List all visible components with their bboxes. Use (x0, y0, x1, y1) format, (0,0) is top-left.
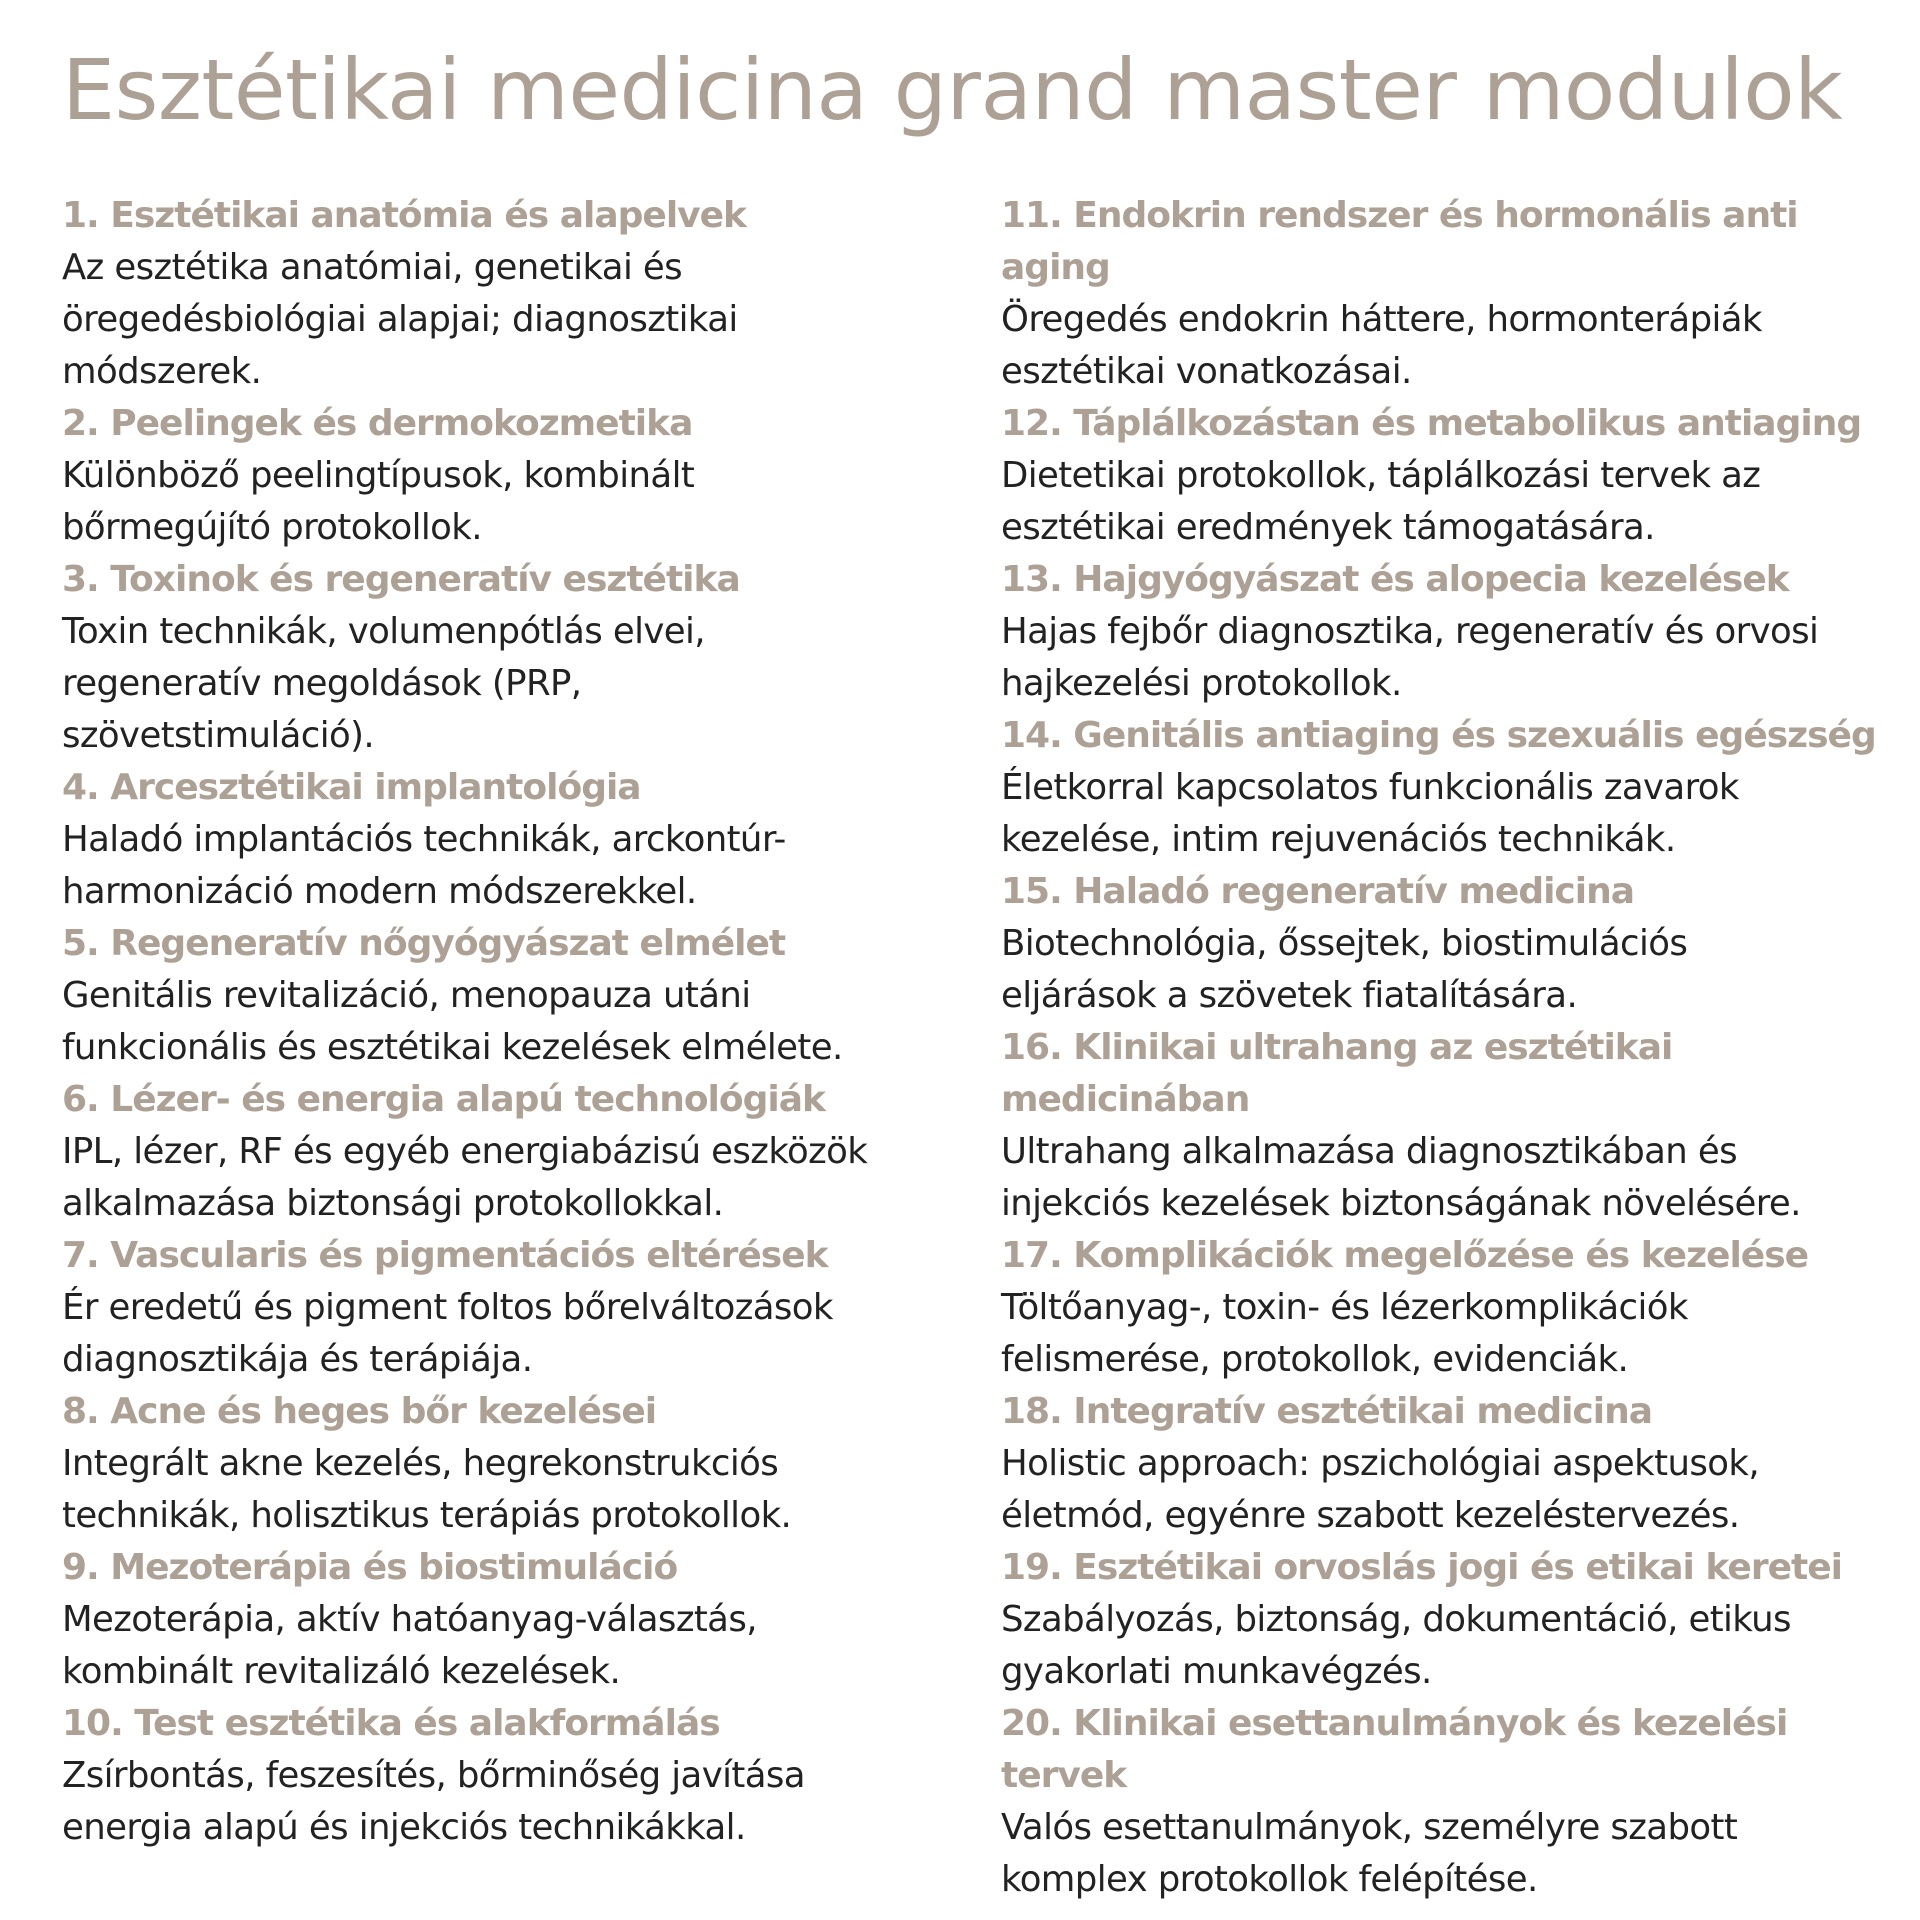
module-item (62, 1698, 932, 1854)
module-description-line: szövetstimuláció). (62, 715, 375, 756)
module-item (1001, 710, 1901, 866)
module-heading: 5. Regeneratív nőgyógyászat elmélet (62, 923, 786, 964)
module-description-line: Ér eredetű és pigment foltos bőrelváltozások (62, 1287, 833, 1328)
module-description-line: öregedésbiológiai alapjai; diagnosztikai (62, 299, 738, 340)
module-heading: 4. Arcesztétikai implantológia (62, 767, 641, 808)
module-description-line: Genitális revitalizáció, menopauza utáni (62, 975, 751, 1016)
module-heading: 14. Genitális antiaging és szexuális egészség (1001, 715, 1876, 756)
module-item (1001, 1542, 1901, 1698)
module-item (1001, 1230, 1901, 1386)
right-module-column (1001, 190, 1901, 1906)
module-item (62, 918, 932, 1074)
module-description-line: IPL, lézer, RF és egyéb energiabázisú eszközök (62, 1131, 868, 1172)
module-heading: 1. Esztétikai anatómia és alapelvek (62, 195, 746, 236)
module-heading: 3. Toxinok és regeneratív esztétika (62, 559, 740, 600)
module-item (62, 1074, 932, 1230)
module-heading: 16. Klinikai ultrahang az esztétikai (1001, 1027, 1673, 1068)
module-description-line: Különböző peelingtípusok, kombinált (62, 455, 695, 496)
module-item (1001, 1022, 1901, 1230)
module-description-line: Életkorral kapcsolatos funkcionális zavarok (1001, 767, 1739, 808)
module-description-line: Öregedés endokrin háttere, hormonterápiák (1001, 299, 1762, 340)
module-description-line: esztétikai eredmények támogatására. (1001, 507, 1655, 548)
module-heading: 15. Haladó regeneratív medicina (1001, 871, 1635, 912)
module-description-line: Haladó implantációs technikák, arckontúr- (62, 819, 786, 860)
left-module-column (62, 190, 932, 1854)
module-item (62, 762, 932, 918)
module-item (62, 554, 932, 762)
module-description-line: Mezoterápia, aktív hatóanyag-választás, (62, 1599, 757, 1640)
module-item (62, 1542, 932, 1698)
module-heading: 12. Táplálkozástan és metabolikus antiaging (1001, 403, 1862, 444)
module-heading: 18. Integratív esztétikai medicina (1001, 1391, 1653, 1432)
module-description-line: felismerése, protokollok, evidenciák. (1001, 1339, 1629, 1380)
module-description-line: Biotechnológia, őssejtek, biostimulációs (1001, 923, 1688, 964)
module-heading: 6. Lézer- és energia alapú technológiák (62, 1079, 825, 1120)
module-description-line: Szabályozás, biztonság, dokumentáció, etikus (1001, 1599, 1791, 1640)
module-description-line: funkcionális és esztétikai kezelések elmélete. (62, 1027, 843, 1068)
module-heading: 19. Esztétikai orvoslás jogi és etikai keretei (1001, 1547, 1842, 1588)
module-description-line: Az esztétika anatómiai, genetikai és (62, 247, 683, 288)
module-item (62, 398, 932, 554)
module-heading: 7. Vascularis és pigmentációs eltérések (62, 1235, 828, 1276)
module-heading: 10. Test esztétika és alakformálás (62, 1703, 720, 1744)
module-description-line: kezelése, intim rejuvenációs technikák. (1001, 819, 1676, 860)
module-heading: 13. Hajgyógyászat és alopecia kezelések (1001, 559, 1789, 600)
module-heading: 20. Klinikai esettanulmányok és kezelési tervek (1001, 1703, 1788, 1796)
module-heading: medicinában (1001, 1079, 1250, 1120)
module-item (62, 1386, 932, 1542)
module-description-line: életmód, egyénre szabott kezeléstervezés. (1001, 1495, 1740, 1536)
module-description-line: Valós esettanulmányok, személyre szabott (1001, 1807, 1738, 1848)
module-description-line: kombinált revitalizáló kezelések. (62, 1651, 621, 1692)
module-description-line: Zsírbontás, feszesítés, bőrminőség javítása (62, 1755, 805, 1796)
module-item (1001, 866, 1901, 1022)
module-description-line: energia alapú és injekciós technikákkal. (62, 1807, 746, 1848)
module-description-line: Toxin technikák, volumenpótlás elvei, (62, 611, 705, 652)
module-description-line: Töltőanyag-, toxin- és lézerkomplikációk (1001, 1287, 1688, 1328)
page-title: Esztétikai medicina grand master modulok (62, 41, 1843, 139)
module-heading: 8. Acne és heges bőr kezelései (62, 1391, 657, 1432)
module-description-line: diagnosztikája és terápiája. (62, 1339, 533, 1380)
module-description-line: gyakorlati munkavégzés. (1001, 1651, 1432, 1692)
module-item (62, 190, 932, 398)
module-description-line: injekciós kezelések biztonságának növelésére. (1001, 1183, 1801, 1224)
module-heading: 2. Peelingek és dermokozmetika (62, 403, 693, 444)
module-description-line: regeneratív megoldások (PRP, (62, 663, 582, 704)
module-description-line: technikák, holisztikus terápiás protokollok. (62, 1495, 792, 1536)
module-item (1001, 1698, 1901, 1906)
module-heading: 17. Komplikációk megelőzése és kezelése (1001, 1235, 1809, 1276)
module-description-line: komplex protokollok felépítése. (1001, 1859, 1538, 1900)
module-item (1001, 554, 1901, 710)
module-description-line: Hajas fejbőr diagnosztika, regeneratív és orvosi (1001, 611, 1819, 652)
module-description-line: Integrált akne kezelés, hegrekonstrukciós (62, 1443, 779, 1484)
module-item (1001, 190, 1901, 398)
module-description-line: bőrmegújító protokollok. (62, 507, 482, 548)
module-description-line: hajkezelési protokollok. (1001, 663, 1402, 704)
module-heading: 9. Mezoterápia és biostimuláció (62, 1547, 678, 1588)
module-description-line: harmonizáció modern módszerekkel. (62, 871, 697, 912)
module-item (62, 1230, 932, 1386)
module-description-line: Ultrahang alkalmazása diagnosztikában és (1001, 1131, 1738, 1172)
module-description-line: módszerek. (62, 351, 262, 392)
module-heading: 11. Endokrin rendszer és hormonális anti aging (1001, 195, 1798, 288)
module-item (1001, 398, 1901, 554)
module-item (1001, 1386, 1901, 1542)
module-description-line: Dietetikai protokollok, táplálkozási tervek az (1001, 455, 1761, 496)
module-description-line: esztétikai vonatkozásai. (1001, 351, 1412, 392)
module-description-line: Holistic approach: pszichológiai aspektusok, (1001, 1443, 1759, 1484)
module-description-line: eljárások a szövetek fiatalítására. (1001, 975, 1578, 1016)
module-description-line: alkalmazása biztonsági protokollokkal. (62, 1183, 724, 1224)
